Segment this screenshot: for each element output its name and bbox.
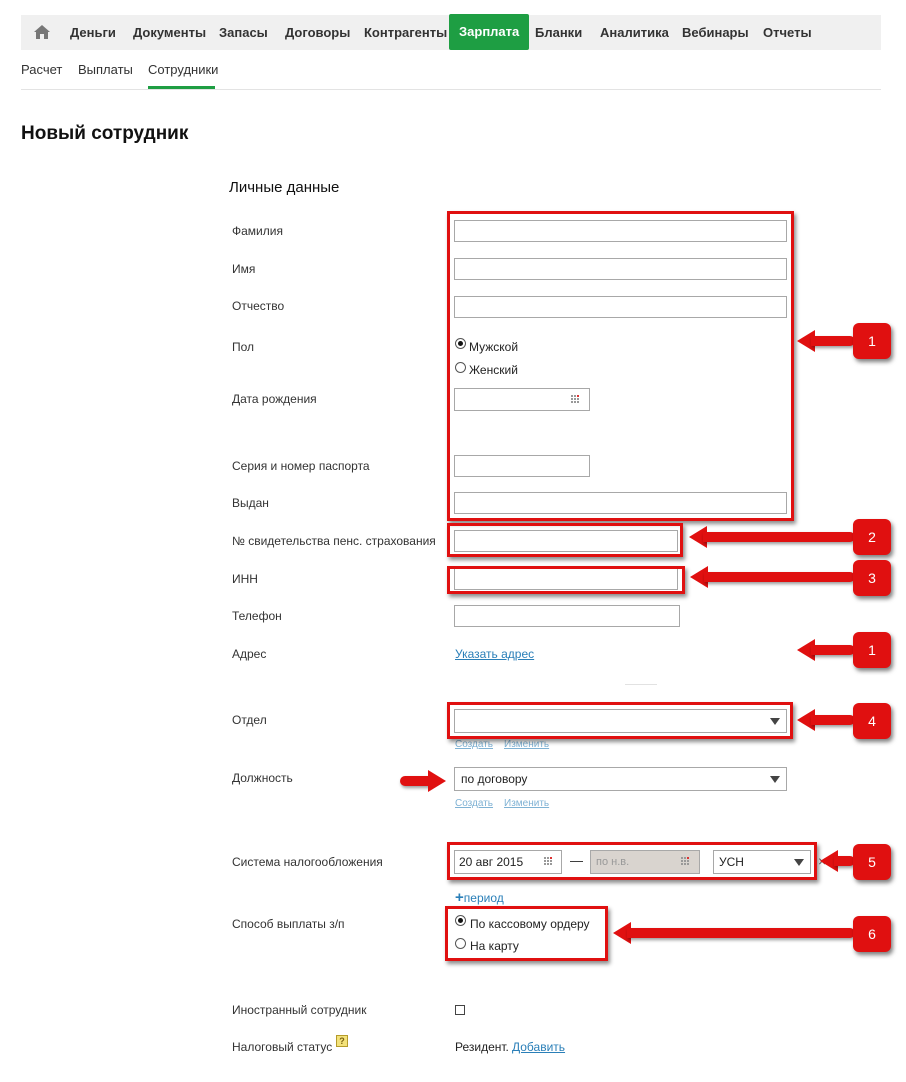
department-label: Отдел bbox=[232, 713, 267, 727]
position-pointer-arrow bbox=[400, 776, 446, 786]
main-nav bbox=[21, 15, 881, 50]
nav-item-money[interactable]: Деньги bbox=[70, 25, 116, 40]
address-label: Адрес bbox=[232, 647, 267, 661]
nav-item-webinars[interactable]: Вебинары bbox=[682, 25, 749, 40]
divider bbox=[625, 684, 657, 685]
nav-item-analytics[interactable]: Аналитика bbox=[600, 25, 669, 40]
page-title: Новый сотрудник bbox=[21, 123, 189, 144]
nav-item-forms[interactable]: Бланки bbox=[535, 25, 583, 40]
pension-label: № свидетельства пенс. страхования bbox=[232, 534, 436, 548]
nav-item-counterparties[interactable]: Контрагенты bbox=[364, 25, 448, 40]
annotation-box-3 bbox=[447, 566, 685, 594]
nav-item-documents[interactable]: Документы bbox=[133, 25, 207, 40]
help-icon[interactable]: ? bbox=[336, 1035, 348, 1047]
annotation-badge: 4 bbox=[853, 703, 891, 739]
nav-item-salary[interactable]: Зарплата bbox=[449, 14, 529, 50]
nav-item-contracts[interactable]: Договоры bbox=[285, 25, 351, 40]
annotation-arrow-4 bbox=[797, 715, 855, 725]
position-value: по договору bbox=[461, 772, 528, 786]
subnav-divider bbox=[21, 89, 881, 90]
department-edit-link[interactable]: Изменить bbox=[504, 739, 550, 750]
patronymic-label: Отчество bbox=[232, 299, 285, 313]
date-range-dash: — bbox=[570, 853, 583, 868]
annotation-arrow-6 bbox=[613, 928, 855, 938]
tab-employees[interactable]: Сотрудники bbox=[148, 62, 219, 77]
annotation-badge: 1 bbox=[853, 632, 891, 668]
tax-from-date-value: 20 авг 2015 bbox=[459, 855, 524, 869]
annotation-arrow-address bbox=[797, 645, 855, 655]
nav-item-reports[interactable]: Отчеты bbox=[763, 25, 812, 40]
phone-label: Телефон bbox=[232, 609, 282, 623]
phone-input[interactable] bbox=[454, 605, 680, 627]
name-label: Имя bbox=[232, 262, 256, 276]
annotation-badge: 1 bbox=[853, 323, 891, 359]
foreign-employee-checkbox[interactable] bbox=[455, 1005, 465, 1015]
passport-label: Серия и номер паспорта bbox=[232, 459, 370, 473]
gender-label: Пол bbox=[232, 340, 255, 354]
payment-method-label: Способ выплаты з/п bbox=[232, 917, 345, 931]
annotation-box-1 bbox=[447, 211, 794, 521]
home-icon[interactable] bbox=[33, 24, 51, 40]
tax-status-add-link[interactable]: Добавить bbox=[512, 1040, 566, 1054]
close-icon[interactable]: × bbox=[818, 853, 827, 869]
tax-system-value: УСН bbox=[719, 855, 744, 869]
annotation-badge: 2 bbox=[853, 519, 891, 555]
annotation-box-6 bbox=[445, 906, 608, 961]
gender-female-label[interactable]: Женский bbox=[469, 363, 518, 377]
foreign-employee-label: Иностранный сотрудник bbox=[232, 1003, 367, 1017]
add-period-label: период bbox=[463, 891, 504, 905]
annotation-badge: 5 bbox=[853, 844, 891, 880]
annotation-arrow-3 bbox=[690, 572, 855, 582]
active-tab-indicator bbox=[148, 86, 215, 89]
tax-system-label: Система налогообложения bbox=[232, 855, 383, 869]
add-period-link[interactable] bbox=[455, 889, 504, 906]
tax-status-label: Налоговый статус bbox=[232, 1040, 333, 1054]
section-title: Личные данные bbox=[229, 179, 340, 196]
payment-card-label[interactable]: На карту bbox=[470, 939, 519, 953]
issued-label: Выдан bbox=[232, 496, 269, 510]
position-select[interactable] bbox=[454, 767, 787, 791]
specify-address-link[interactable]: Указать адрес bbox=[455, 647, 535, 661]
payment-cash-label[interactable]: По кассовому ордеру bbox=[470, 917, 590, 931]
position-create-link[interactable]: Создать bbox=[455, 798, 494, 809]
annotation-arrow-2 bbox=[689, 532, 855, 542]
annotation-box-2 bbox=[447, 523, 683, 557]
position-label: Должность bbox=[232, 771, 293, 785]
plus-icon: + bbox=[455, 889, 464, 906]
tax-to-date-placeholder: по н.в. bbox=[596, 856, 630, 868]
inn-label: ИНН bbox=[232, 572, 258, 586]
annotation-badge: 6 bbox=[853, 916, 891, 952]
position-edit-link[interactable]: Изменить bbox=[504, 798, 550, 809]
tab-payments[interactable]: Выплаты bbox=[78, 62, 133, 77]
tab-calculation[interactable]: Расчет bbox=[21, 62, 63, 77]
tax-status-value: Резидент. bbox=[455, 1040, 509, 1054]
annotation-box-4 bbox=[447, 702, 793, 739]
department-create-link[interactable]: Создать bbox=[455, 739, 494, 750]
annotation-arrow-5 bbox=[820, 856, 855, 866]
annotation-arrow-1 bbox=[797, 336, 855, 346]
gender-male-label[interactable]: Мужской bbox=[469, 340, 519, 354]
annotation-badge: 3 bbox=[853, 560, 891, 596]
birthdate-label: Дата рождения bbox=[232, 392, 317, 406]
chevron-down-icon bbox=[770, 776, 780, 783]
surname-label: Фамилия bbox=[232, 224, 283, 238]
nav-item-stock[interactable]: Запасы bbox=[219, 25, 268, 40]
annotation-box-5 bbox=[447, 842, 817, 880]
